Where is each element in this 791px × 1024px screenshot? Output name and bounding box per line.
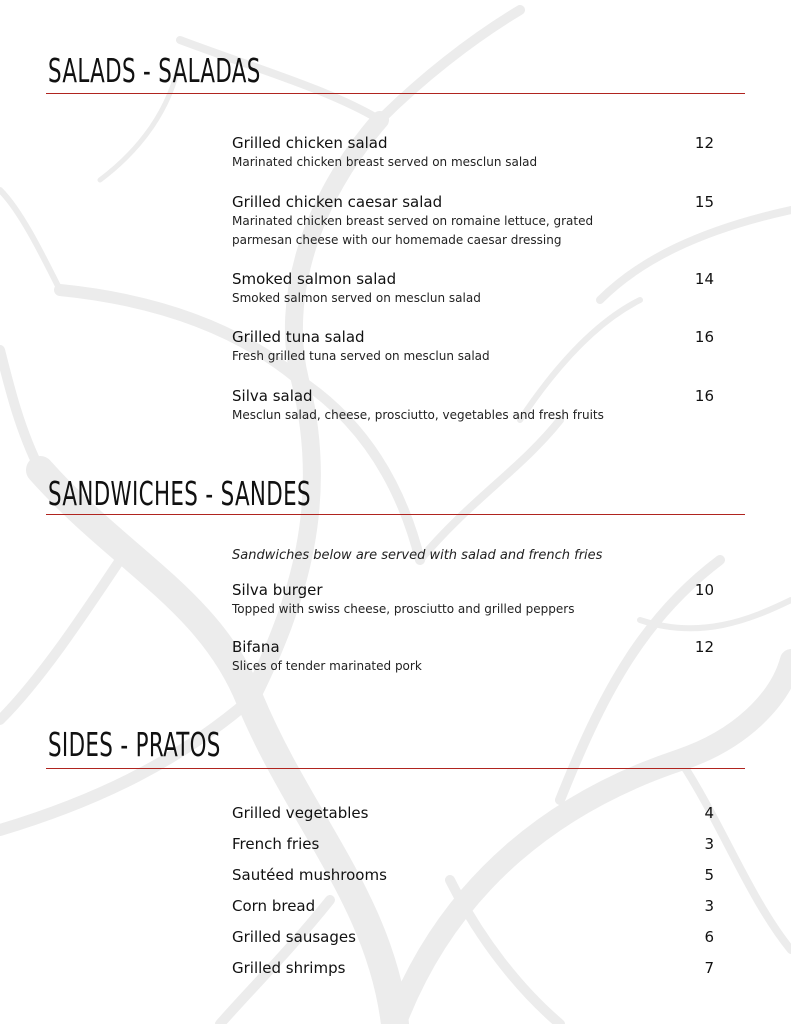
- item-price: 12: [694, 638, 714, 656]
- item-name: Silva burger: [232, 581, 323, 599]
- item-description: Marinated chicken breast served on mesclun salad: [232, 155, 538, 169]
- item-name: Corn bread: [232, 897, 316, 915]
- menu-item: [232, 581, 714, 619]
- item-price: 7: [704, 959, 714, 977]
- item-name: Grilled chicken salad: [232, 134, 388, 152]
- item-name: Grilled shrimps: [232, 959, 346, 977]
- item-name: Silva salad: [232, 387, 313, 405]
- item-name: Smoked salmon salad: [232, 270, 397, 288]
- item-price: 14: [694, 270, 714, 288]
- item-description: Smoked salmon served on mesclun salad: [232, 291, 481, 305]
- item-description: Marinated chicken breast served on romaine lettuce, grated: [232, 214, 594, 228]
- menu-item: [232, 387, 714, 425]
- side-item: [232, 866, 714, 885]
- section-title-sides: SIDES - PRATOS: [48, 725, 221, 764]
- side-item: [232, 928, 714, 947]
- section-title-salads: SALADS - SALADAS: [48, 51, 261, 90]
- menu-item: [232, 328, 714, 366]
- item-price: 15: [694, 193, 714, 211]
- item-price: 4: [704, 804, 714, 822]
- side-item: [232, 804, 714, 823]
- item-price: 3: [704, 897, 714, 915]
- item-price: 10: [694, 581, 714, 599]
- item-description: Fresh grilled tuna served on mesclun salad: [232, 349, 490, 363]
- item-description-line-2: parmesan cheese with our homemade caesar dressing: [232, 233, 562, 247]
- item-price: 6: [704, 928, 714, 946]
- section-divider: [46, 768, 745, 769]
- menu-item: [232, 638, 714, 676]
- item-description: Mesclun salad, cheese, prosciutto, vegetables and fresh fruits: [232, 408, 604, 422]
- item-name: Sautéed mushrooms: [232, 866, 387, 884]
- menu-item: [232, 134, 714, 172]
- item-name: Grilled vegetables: [232, 804, 369, 822]
- item-description: Topped with swiss cheese, prosciutto and grilled peppers: [232, 602, 575, 616]
- side-item: [232, 897, 714, 916]
- item-price: 12: [694, 134, 714, 152]
- item-price: 16: [694, 328, 714, 346]
- item-name: Grilled tuna salad: [232, 328, 365, 346]
- section-title-sandwiches: SANDWICHES - SANDES: [48, 474, 311, 513]
- item-name: Grilled chicken caesar salad: [232, 193, 443, 211]
- item-description: Slices of tender marinated pork: [232, 659, 422, 673]
- side-item: [232, 959, 714, 978]
- item-price: 16: [694, 387, 714, 405]
- item-name: French fries: [232, 835, 320, 853]
- item-price: 3: [704, 835, 714, 853]
- side-item: [232, 835, 714, 854]
- section-divider: [46, 514, 745, 515]
- section-divider: [46, 93, 745, 94]
- menu-item: [232, 270, 714, 308]
- menu-item: [232, 193, 714, 250]
- item-price: 5: [704, 866, 714, 884]
- section-note: Sandwiches below are served with salad and french fries: [232, 548, 603, 563]
- item-name: Grilled sausages: [232, 928, 356, 946]
- item-name: Bifana: [232, 638, 280, 656]
